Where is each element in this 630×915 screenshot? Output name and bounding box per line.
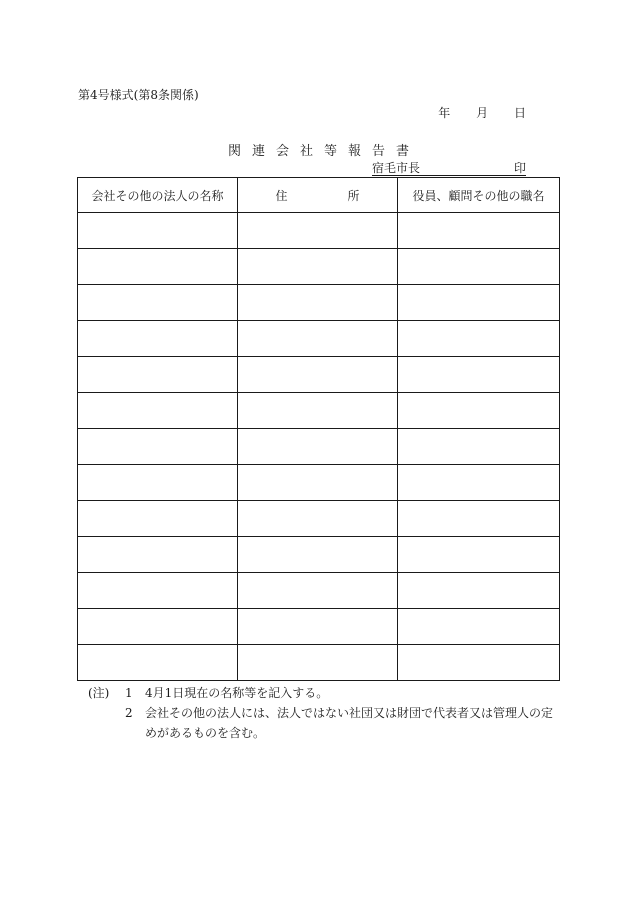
date-month: 月 — [476, 106, 489, 120]
company-name-cell[interactable] — [78, 393, 238, 429]
address-cell[interactable] — [238, 537, 398, 573]
address-cell[interactable] — [238, 429, 398, 465]
table-row — [78, 573, 560, 609]
company-name-cell[interactable] — [78, 429, 238, 465]
position-cell[interactable] — [398, 285, 560, 321]
table-row — [78, 285, 560, 321]
position-cell[interactable] — [398, 537, 560, 573]
position-cell[interactable] — [398, 465, 560, 501]
date-year: 年 — [438, 106, 451, 120]
table-row — [78, 429, 560, 465]
address-cell[interactable] — [238, 573, 398, 609]
address-cell[interactable] — [238, 609, 398, 645]
address-cell[interactable] — [238, 321, 398, 357]
company-name-cell[interactable] — [78, 465, 238, 501]
position-cell[interactable] — [398, 213, 560, 249]
table-row — [78, 537, 560, 573]
position-cell[interactable] — [398, 429, 560, 465]
addressee — [372, 159, 526, 176]
table-row — [78, 645, 560, 681]
company-name-cell[interactable] — [78, 609, 238, 645]
table-row — [78, 609, 560, 645]
note-text: 4月1日現在の名称等を記入する。 — [145, 686, 329, 700]
note-item — [88, 683, 558, 703]
company-name-cell[interactable] — [78, 249, 238, 285]
header-position: 役員、顧問その他の職名 — [398, 178, 560, 213]
address-cell[interactable] — [238, 465, 398, 501]
form-number: 第4号様式(第8条関係) — [78, 88, 199, 102]
address-cell[interactable] — [238, 213, 398, 249]
date-day: 日 — [513, 106, 526, 120]
address-cell[interactable] — [238, 645, 398, 681]
table-row — [78, 393, 560, 429]
address-cell[interactable] — [238, 285, 398, 321]
note-number: 2 — [125, 706, 133, 720]
company-name-cell[interactable] — [78, 537, 238, 573]
position-cell[interactable] — [398, 609, 560, 645]
company-name-cell[interactable] — [78, 357, 238, 393]
notes-label: (注) — [88, 686, 110, 700]
company-name-cell[interactable] — [78, 321, 238, 357]
position-cell[interactable] — [398, 645, 560, 681]
report-table — [77, 177, 560, 681]
table-row — [78, 465, 560, 501]
address-cell[interactable] — [238, 501, 398, 537]
date-line — [416, 104, 526, 121]
header-company-name: 会社その他の法人の名称 — [78, 178, 238, 213]
note-number: 1 — [125, 686, 133, 700]
document-title: 関連会社等報告書 — [228, 144, 421, 159]
addressee-name: 宿毛市長 — [372, 161, 421, 175]
position-cell[interactable] — [398, 501, 560, 537]
address-cell[interactable] — [238, 357, 398, 393]
table-header-row — [78, 178, 560, 213]
company-name-cell[interactable] — [78, 573, 238, 609]
position-cell[interactable] — [398, 249, 560, 285]
company-name-cell[interactable] — [78, 285, 238, 321]
note-text: 会社その他の法人には、法人ではない社団又は財団で代表者又は管理人の定めがあるものを含む。 — [145, 706, 554, 740]
company-name-cell[interactable] — [78, 501, 238, 537]
address-cell[interactable] — [238, 393, 398, 429]
table-row — [78, 321, 560, 357]
table-row — [78, 357, 560, 393]
header-address: 住 所 — [238, 178, 398, 213]
address-cell[interactable] — [238, 249, 398, 285]
table-row — [78, 249, 560, 285]
note-item — [88, 703, 558, 743]
position-cell[interactable] — [398, 321, 560, 357]
position-cell[interactable] — [398, 393, 560, 429]
position-cell[interactable] — [398, 357, 560, 393]
table-row — [78, 213, 560, 249]
table-body — [78, 213, 560, 681]
company-name-cell[interactable] — [78, 213, 238, 249]
table-row — [78, 501, 560, 537]
company-name-cell[interactable] — [78, 645, 238, 681]
notes — [88, 683, 558, 743]
seal-mark: 印 — [513, 161, 526, 175]
position-cell[interactable] — [398, 573, 560, 609]
